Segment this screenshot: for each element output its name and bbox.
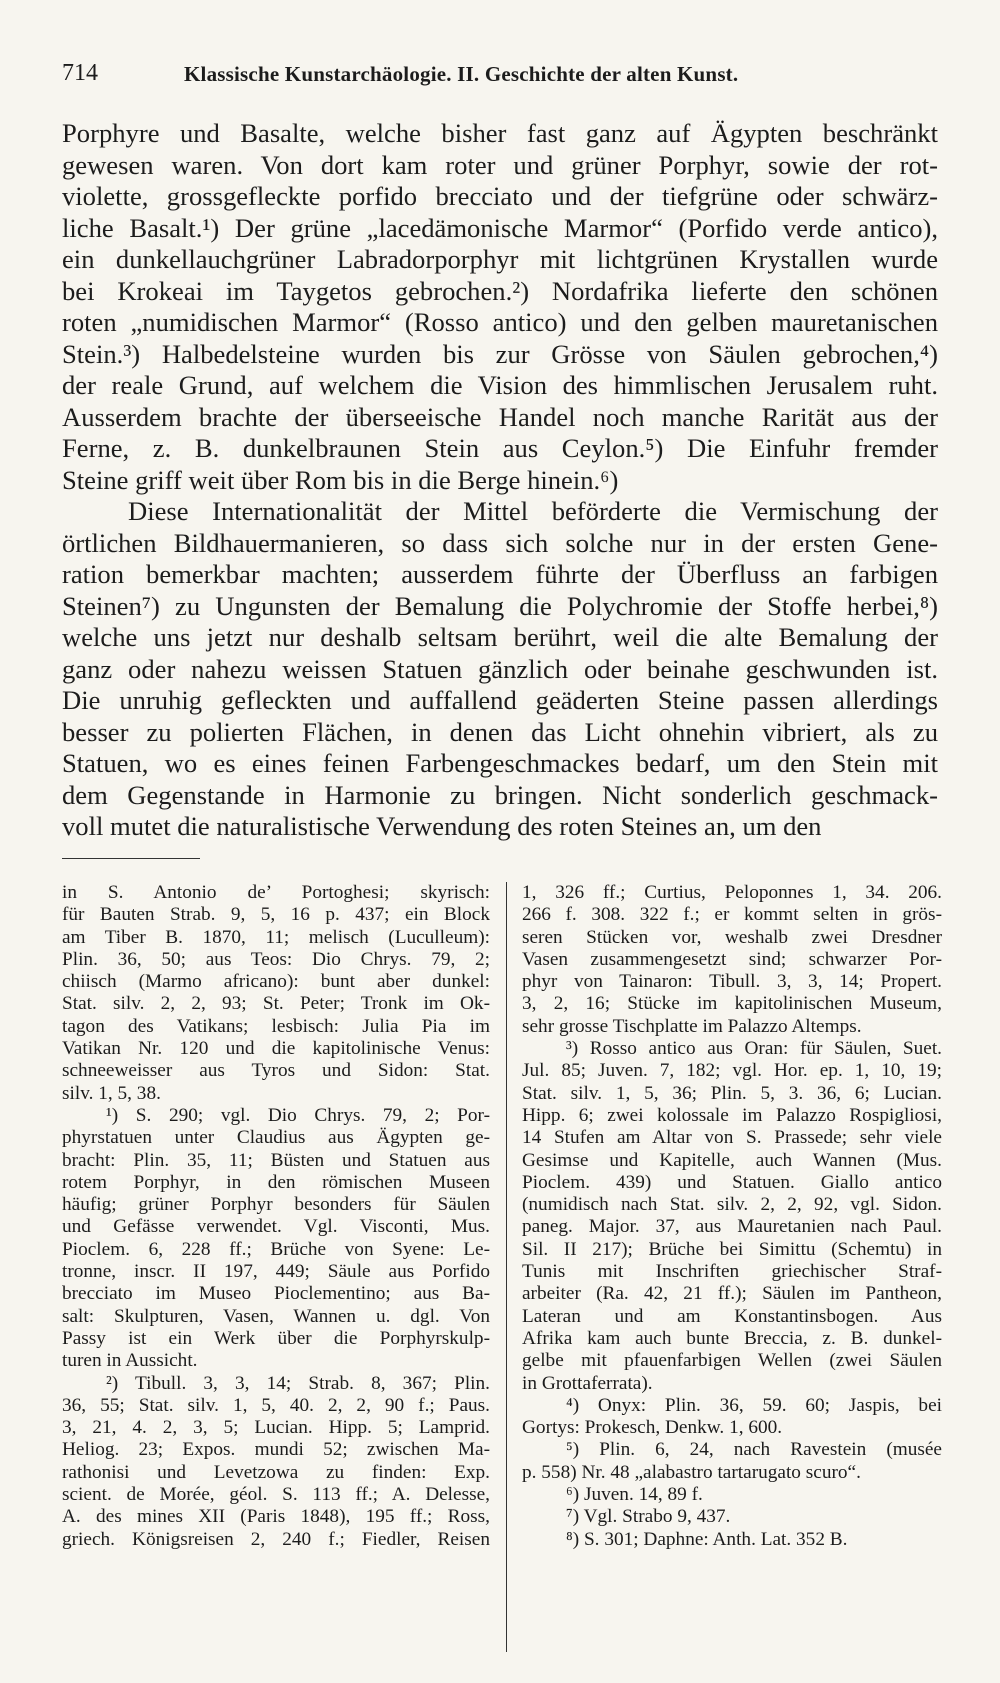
footnote-line: ²) Tibull. 3, 3, 14; Strab. 8, 367; Plin.: [106, 1372, 490, 1394]
footnote-line: 14 Stufen am Altar von S. Prassede; sehr viele: [522, 1127, 942, 1149]
footnote-line: in Grottaferrata).: [522, 1372, 653, 1394]
text-line: Statuen, wo es eines feinen Farbengeschmackes bedarf, um den Stein mit: [62, 748, 938, 778]
text-line: ration bemerkbar machten; ausserdem führte der Überfluss an farbigen: [62, 559, 938, 589]
footnote-line: für Bauten Strab. 9, 5, 16 p. 437; ein Block: [62, 904, 490, 926]
footnote-line: rotem Porphyr, in den römischen Museen: [62, 1171, 490, 1193]
footnote-column-divider: [506, 882, 507, 1652]
running-title: Klassische Kunstarchäologie. II. Geschichte der alten Kunst.: [184, 62, 739, 86]
text-line: ein dunkellauchgrüner Labradorporphyr mit lichtgrünen Krystallen wurde: [62, 244, 938, 274]
text-line: violette, grossgefleckte porfido brecciato und der tiefgrüne oder schwärz-: [62, 181, 938, 211]
footnote-line: schneeweisser aus Tyros und Sidon: Stat.: [62, 1060, 490, 1082]
footnote-line: Hipp. 6; zwei kolossale im Palazzo Rospigliosi,: [522, 1104, 942, 1126]
footnote-line: ⁶) Juven. 14, 89 f.: [566, 1484, 703, 1506]
footnote-line: ⁴) Onyx: Plin. 36, 59. 60; Jaspis, bei: [566, 1394, 942, 1416]
text-line: welche uns jetzt nur deshalb seltsam berührt, weil die alte Bemalung der: [62, 622, 938, 652]
text-line: Ferne, z. B. dunkelbraunen Stein aus Ceylon.⁵) Die Einfuhr fremder: [62, 433, 938, 463]
footnote-line: 266 f. 308. 322 f.; er kommt selten in grös-: [522, 904, 942, 926]
text-line: liche Basalt.¹) Der grüne „lacedämonische Marmor“ (Porfido verde antico),: [62, 212, 938, 243]
footnote-line: arbeiter (Ra. 42, 21 ff.); Säulen im Pantheon,: [522, 1283, 942, 1305]
text-line: Steine griff weit über Rom bis in die Berge hinein.⁶): [62, 464, 619, 495]
footnote-line: salt: Skulpturen, Vasen, Wannen u. dgl. Von: [62, 1305, 490, 1327]
footnote-line: Pioclem. 6, 228 ff.; Brüche von Syene: Le-: [62, 1238, 490, 1260]
footnote-line: und Gefässe verwendet. Vgl. Visconti, Mus.: [62, 1216, 490, 1238]
footnote-line: gelbe mit pfauenfarbigen Wellen (zwei Säulen: [522, 1350, 942, 1372]
footnote-line: (numidisch nach Stat. silv. 2, 2, 92, vgl. Sidon.: [522, 1194, 942, 1216]
footnote-line: A. des mines XII (Paris 1848), 195 ff.; Ross,: [62, 1506, 490, 1528]
footnote-line: häufig; grüner Porphyr besonders für Säulen: [62, 1194, 490, 1216]
text-line: voll mutet die naturalistische Verwendung des roten Steines an, um den: [62, 811, 822, 841]
footnote-line: Gesimse und Kapitelle, auch Wannen (Mus.: [522, 1149, 942, 1171]
footnote-line: Vasen zusammengesetzt sind; schwarzer Por-: [522, 948, 942, 970]
text-line: roten „numidischen Marmor“ (Rosso antico) und den gelben mauretanischen: [62, 307, 938, 337]
paragraph-1: [62, 118, 938, 496]
footnote-line: sehr grosse Tischplatte im Palazzo Altemps.: [522, 1015, 862, 1037]
footnote-line: 1, 326 ff.; Curtius, Peloponnes 1, 34. 206.: [522, 882, 942, 903]
footnote-line: Stat. silv. 1, 5, 36; Plin. 5, 3. 36, 6; Lucian.: [522, 1082, 942, 1104]
footnote-line: ⁷) Vgl. Strabo 9, 437.: [566, 1506, 731, 1528]
text-line: der reale Grund, auf welchem die Vision des himmlischen Jerusalem ruht.: [62, 370, 938, 400]
paragraph-2: [62, 496, 938, 843]
running-header: [62, 60, 942, 96]
text-line: besser zu polierten Flächen, in denen das Licht ohnehin vibriert, als zu: [62, 716, 938, 747]
footnote-line: p. 558) Nr. 48 „alabastro tartarugato scuro“.: [522, 1461, 861, 1483]
footnote-line: am Tiber B. 1870, 11; melisch (Luculleum):: [62, 926, 490, 948]
footnote-line: scient. de Morée, géol. S. 113 ff.; A. Delesse,: [62, 1484, 490, 1506]
footnote-line: in S. Antonio de’ Portoghesi; skyrisch:: [62, 882, 490, 903]
text-line: örtlichen Bildhauermanieren, so dass sich solche nur in der ersten Gene-: [62, 527, 938, 558]
footnote-line: Tunis mit Inschriften griechischer Straf-: [522, 1261, 942, 1283]
text-line: Ausserdem brachte der überseeische Handel noch manche Rarität aus der: [62, 401, 938, 432]
footnote-line: Afrika kam auch bunte Breccia, z. B. dunkel-: [522, 1327, 942, 1349]
footnote-line: rathonisi und Levetzowa zu finden: Exp.: [62, 1461, 490, 1483]
footnote-line: Passy ist ein Werk über die Porphyrskulp-: [62, 1327, 490, 1349]
page-number: 714: [62, 60, 98, 86]
main-text: [62, 118, 938, 843]
footnotes-left-column: [62, 882, 490, 1551]
footnote-rule: [62, 858, 200, 859]
text-line: Diese Internationalität der Mittel beförderte die Vermischung der: [128, 496, 938, 526]
footnote-line: ¹) S. 290; vgl. Dio Chrys. 79, 2; Por-: [106, 1104, 490, 1126]
footnote-line: Sil. II 217); Brüche bei Simittu (Schemtu) in: [522, 1238, 942, 1260]
footnote-line: brecciato im Museo Pioclementino; aus Ba-: [62, 1283, 490, 1305]
footnote-line: Jul. 85; Juven. 7, 182; vgl. Hor. ep. 1, 10, 19;: [522, 1060, 942, 1082]
footnotes-right-column: [522, 882, 942, 1551]
text-line: Porphyre und Basalte, welche bisher fast ganz auf Ägypten beschränkt: [62, 118, 938, 148]
footnote-line: Heliog. 23; Expos. mundi 52; zwischen Ma-: [62, 1439, 490, 1461]
text-line: Die unruhig gefleckten und auffallend geäderten Steine passen allerdings: [62, 685, 938, 715]
text-line: gewesen waren. Von dort kam roter und grüner Porphyr, sowie der rot-: [62, 149, 938, 180]
footnote-line: tronne, inscr. II 197, 449; Säule aus Porfido: [62, 1261, 490, 1283]
footnote-line: griech. Königsreisen 2, 240 f.; Fiedler, Reisen: [62, 1528, 490, 1550]
footnote-line: 3, 2, 16; Stücke im kapitolinischen Museum,: [522, 993, 942, 1015]
footnote-line: phyrstatuen unter Claudius aus Ägypten ge-: [62, 1127, 490, 1149]
text-line: Steinen⁷) zu Ungunsten der Bemalung die Polychromie der Stoffe herbei,⁸): [62, 590, 938, 621]
footnote-line: ⁵) Plin. 6, 24, nach Ravestein (musée: [566, 1439, 942, 1461]
footnote-line: Lateran und am Konstantinsbogen. Aus: [522, 1305, 942, 1327]
footnote-line: Vatikan Nr. 120 und die kapitolinische Venus:: [62, 1038, 490, 1060]
footnote-line: bracht: Plin. 35, 11; Büsten und Statuen aus: [62, 1149, 490, 1171]
footnote-line: seren Stücken vor, weshalb zwei Dresdner: [522, 926, 942, 948]
footnote-line: Gortys: Prokesch, Denkw. 1, 600.: [522, 1417, 783, 1439]
text-line: dem Gegenstande in Harmonie zu bringen. Nicht sonderlich geschmack-: [62, 779, 938, 810]
footnote-line: paneg. Major. 37, aus Mauretanien nach Paul.: [522, 1216, 942, 1238]
footnote-line: 36, 55; Stat. silv. 1, 5, 40. 2, 2, 90 f.; Paus.: [62, 1394, 490, 1416]
footnote-line: turen in Aussicht.: [62, 1350, 198, 1372]
footnote-line: tagon des Vatikans; lesbisch: Julia Pia im: [62, 1015, 490, 1037]
footnote-line: Stat. silv. 2, 2, 93; St. Peter; Tronk im Ok-: [62, 993, 490, 1015]
text-line: bei Krokeai im Taygetos gebrochen.²) Nordafrika lieferte den schönen: [62, 275, 938, 306]
footnote-line: chiisch (Marmo africano): bunt aber dunkel:: [62, 971, 490, 993]
footnote-line: ⁸) S. 301; Daphne: Anth. Lat. 352 B.: [566, 1528, 848, 1550]
footnote-line: phyr von Tainaron: Tibull. 3, 3, 14; Propert.: [522, 971, 942, 993]
text-line: Stein.³) Halbedelsteine wurden bis zur Grösse von Säulen gebrochen,⁴): [62, 338, 938, 369]
footnote-line: ³) Rosso antico aus Oran: für Säulen, Suet.: [566, 1038, 942, 1060]
footnote-line: 3, 21, 4. 2, 3, 5; Lucian. Hipp. 5; Lamprid.: [62, 1417, 490, 1439]
footnote-line: silv. 1, 5, 38.: [62, 1082, 161, 1104]
footnote-line: Pioclem. 439) und Statuen. Giallo antico: [522, 1171, 942, 1193]
text-line: ganz oder nahezu weissen Statuen gänzlich oder beinahe geschwunden ist.: [62, 653, 938, 684]
footnote-line: Plin. 36, 50; aus Teos: Dio Chrys. 79, 2;: [62, 948, 490, 970]
